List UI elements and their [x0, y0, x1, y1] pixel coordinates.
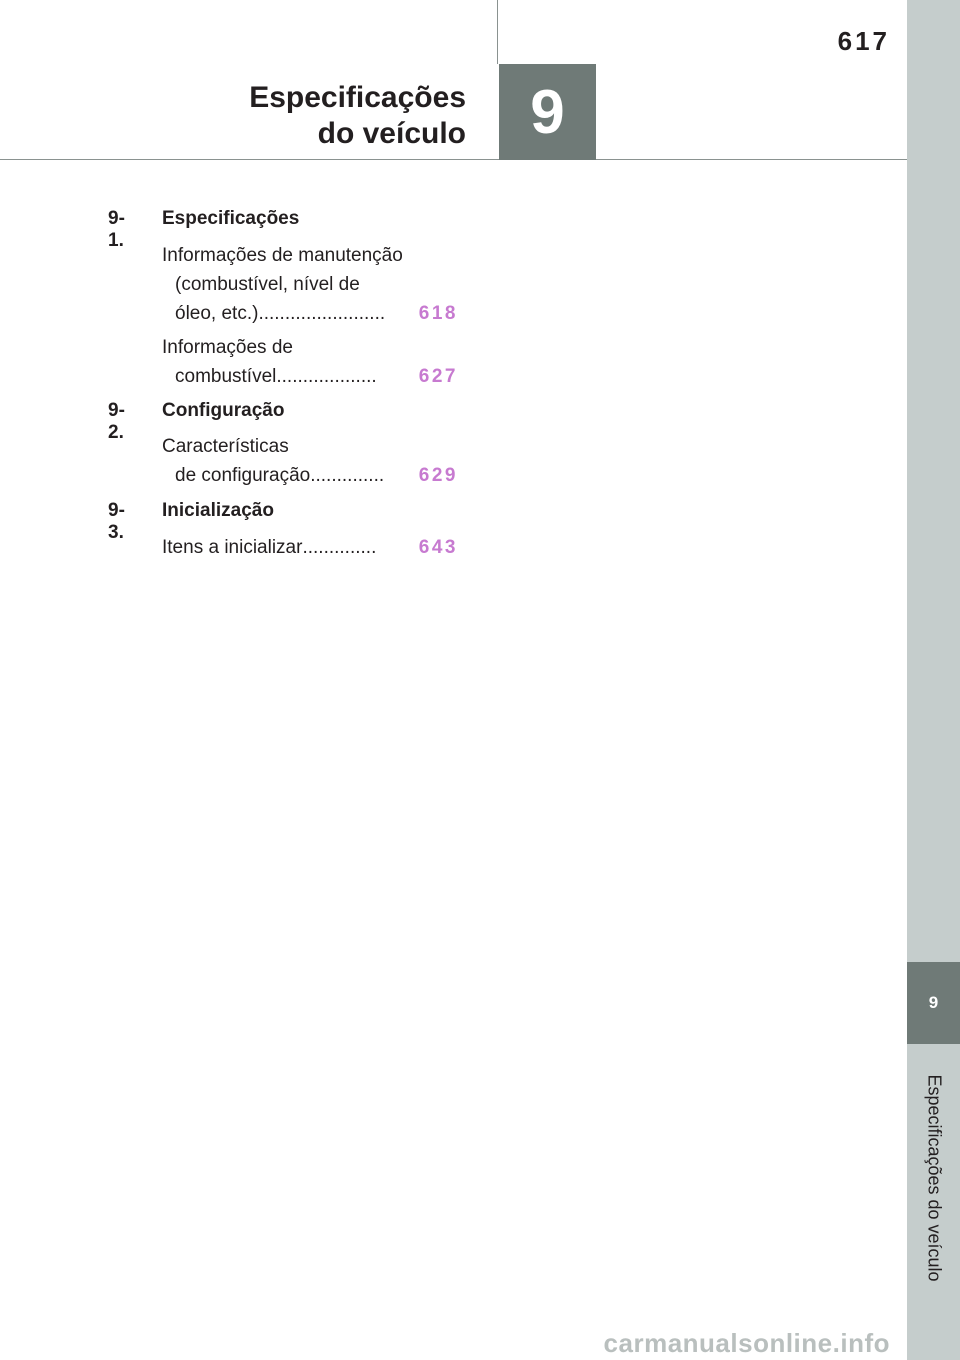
toc-entry[interactable]: [162, 333, 458, 391]
entry-text: Itens a inicializar: [162, 537, 303, 558]
toc-entry[interactable]: [162, 241, 458, 328]
entry-text: Informações de: [162, 337, 293, 358]
page-number: 617: [837, 26, 890, 56]
dot-leader: ..............: [302, 537, 377, 558]
chapter-number-box: 9: [499, 64, 596, 160]
side-chapter-tab[interactable]: 9: [907, 962, 960, 1044]
dot-leader: ...................: [276, 366, 377, 387]
page-reference-link[interactable]: 627: [418, 366, 458, 387]
header-divider-horizontal: [0, 159, 907, 160]
dot-leader: ..............: [310, 465, 385, 486]
entry-text: óleo, etc.): [175, 303, 259, 324]
section-number: 9-1.: [108, 208, 125, 251]
dot-leader: ........................: [258, 303, 386, 324]
entry-text: de configuração: [175, 465, 311, 486]
chapter-title-line2: do veículo: [317, 117, 466, 150]
chapter-title: [249, 80, 466, 152]
section-number: 9-2.: [108, 400, 125, 443]
section-title[interactable]: Inicialização: [162, 500, 274, 521]
toc-entry[interactable]: [162, 533, 458, 562]
entry-text: combustível: [175, 366, 277, 387]
section-number: 9-3.: [108, 500, 125, 543]
page-reference-link[interactable]: 629: [418, 465, 458, 486]
header-divider-vertical: [497, 0, 498, 64]
page-reference-link[interactable]: 618: [418, 303, 458, 324]
page-reference-link[interactable]: 643: [418, 537, 458, 558]
entry-text: (combustível, nível de: [175, 274, 360, 295]
chapter-title-line1: Especificações: [249, 81, 466, 114]
entry-text: Informações de manutenção: [162, 245, 403, 266]
watermark: carmanualsonline.info: [603, 1328, 890, 1358]
side-chapter-label: Especificações do veículo: [924, 1074, 945, 1282]
entry-text: Características: [162, 436, 289, 457]
section-title[interactable]: Especificações: [162, 208, 300, 229]
section-title[interactable]: Configuração: [162, 400, 285, 421]
toc-entry[interactable]: [162, 432, 458, 490]
